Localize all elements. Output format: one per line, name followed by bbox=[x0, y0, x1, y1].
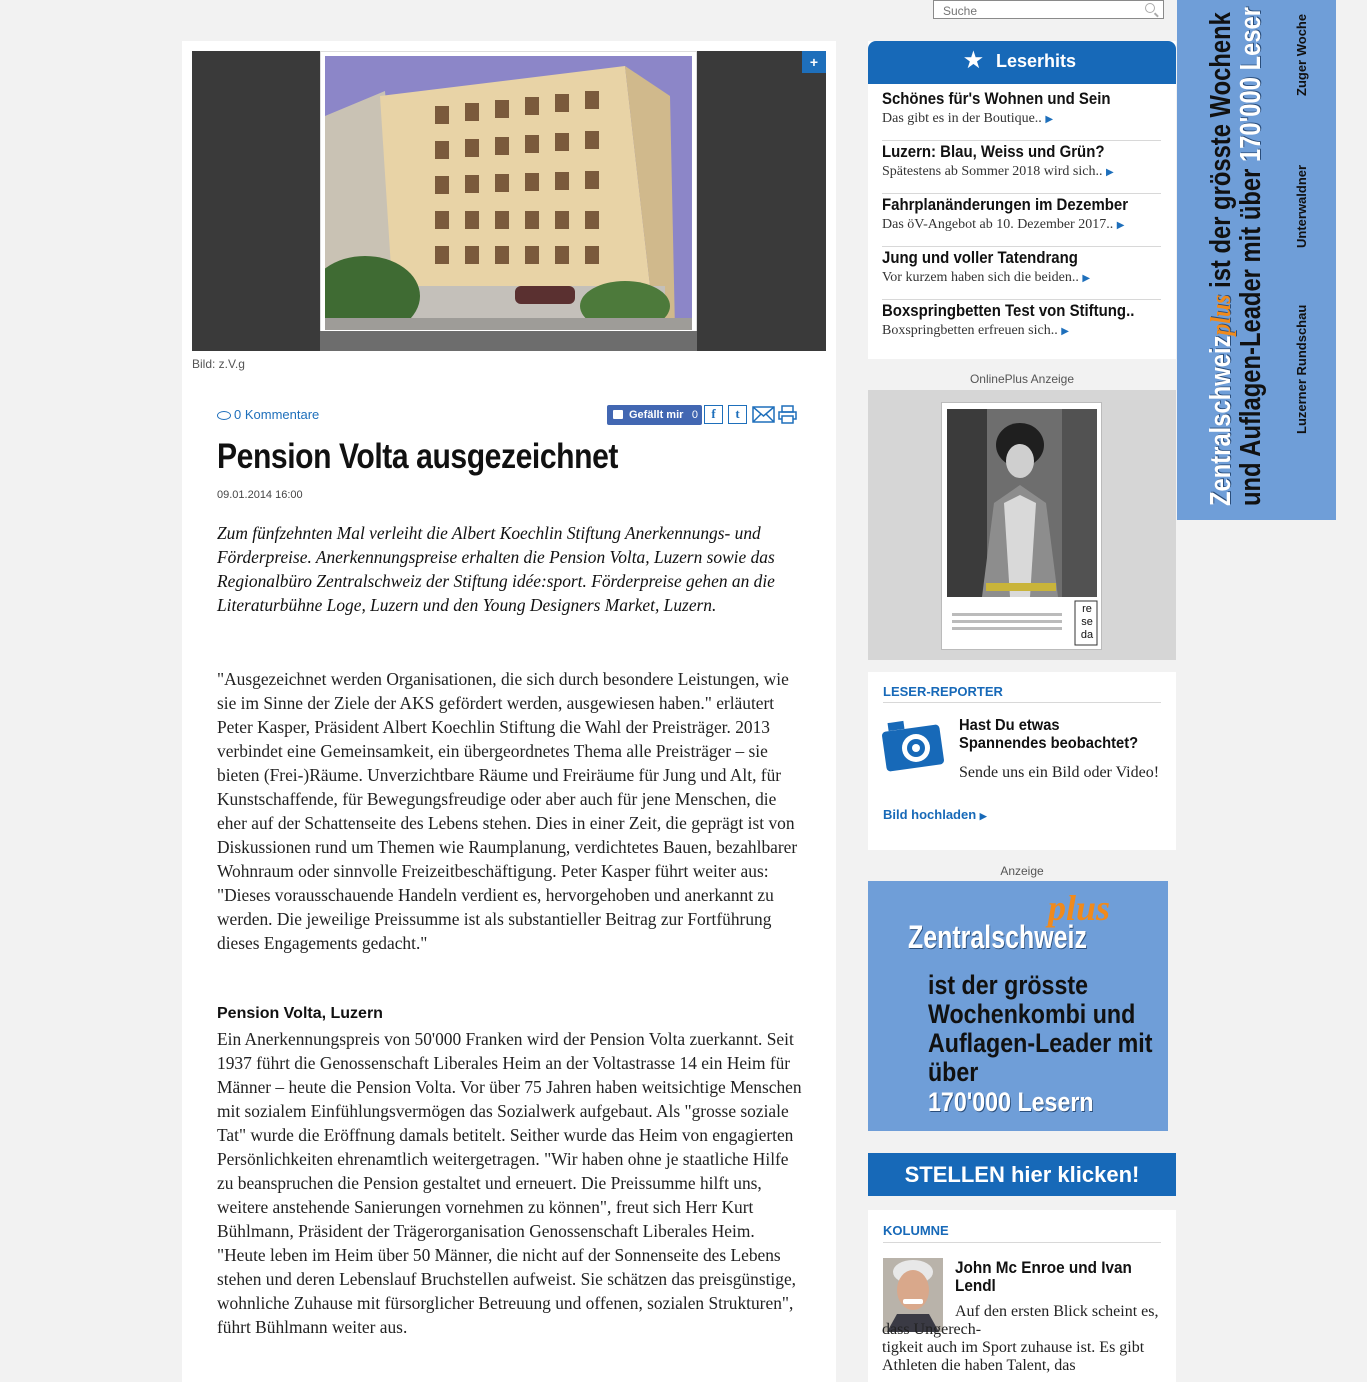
kolumne-text-a: Auf den ersten Blick scheint es, dass Ungerech- bbox=[882, 1303, 1159, 1338]
twitter-icon[interactable]: t bbox=[728, 405, 747, 424]
print-icon[interactable] bbox=[778, 405, 797, 424]
search-icon[interactable] bbox=[1145, 3, 1155, 13]
arrow-right-icon: ▶ bbox=[1116, 220, 1125, 231]
ad-plus: plus bbox=[1048, 888, 1111, 928]
ad-message: ist der grösste Wochenkombi und Auflagen-Leader mit über bbox=[928, 970, 1153, 1087]
ad-brand: Zentralschweiz bbox=[908, 919, 1087, 955]
like-count: 0 bbox=[691, 409, 698, 421]
banner-line1: ist der grösste Wochenk bbox=[1205, 12, 1237, 288]
divider bbox=[882, 140, 1161, 141]
zentralschweiz-plus-ad[interactable] bbox=[868, 881, 1168, 1131]
reporter-title: LESER-REPORTER bbox=[883, 684, 1003, 699]
comments-count: 0 Kommentare bbox=[234, 407, 320, 422]
banner-line2b: 170'000 Leser bbox=[1235, 6, 1267, 163]
ad-label: Anzeige bbox=[1000, 864, 1044, 878]
kolumne-title: KOLUMNE bbox=[883, 1223, 949, 1238]
banner-plus: plus bbox=[1205, 294, 1237, 336]
stellen-button[interactable]: STELLEN hier klicken! bbox=[868, 1153, 1176, 1196]
divider bbox=[868, 81, 1176, 84]
leserhit-item[interactable] bbox=[882, 195, 1161, 233]
comment-icon bbox=[217, 411, 231, 420]
arrow-right-icon: ▶ bbox=[1045, 114, 1054, 125]
divider bbox=[883, 1242, 1161, 1243]
arrow-right-icon: ▶ bbox=[979, 811, 987, 821]
upload-label[interactable]: Bild hochladen bbox=[883, 807, 977, 822]
thumbs-up-icon bbox=[613, 410, 623, 419]
kolumne-box bbox=[868, 1210, 1176, 1382]
kolumne-headline[interactable]: John Mc Enroe und Ivan Lendl bbox=[955, 1258, 1132, 1295]
reporter-question: Hast Du etwas Spannendes beobachtet? bbox=[959, 717, 1139, 752]
article-headline: Pension Volta ausgezeichnet bbox=[217, 437, 618, 476]
leser-reporter-box bbox=[868, 672, 1176, 850]
kolumne-text-b: tigkeit auch im Sport zuhause ist. Es gibt Athleten die haben Talent, das bbox=[882, 1339, 1145, 1374]
reseda-logo: re se da bbox=[1080, 603, 1094, 641]
banner-line2a: und Auflagen-Leader mit über bbox=[1235, 168, 1267, 506]
reporter-text: Sende uns ein Bild oder Video! bbox=[959, 764, 1160, 781]
banner-paper-unterwaldner: Unterwaldner bbox=[1294, 164, 1309, 248]
ad-number: 170'000 Lesern bbox=[928, 1087, 1094, 1117]
leserhit-item[interactable] bbox=[882, 248, 1161, 286]
image-caption: Bild: z.V.g bbox=[192, 357, 245, 371]
leserhit-teaser: Das gibt es in der Boutique.. bbox=[882, 111, 1042, 126]
article-subheading: Pension Volta, Luzern bbox=[217, 1005, 383, 1022]
search-input[interactable] bbox=[934, 1, 1143, 18]
divider bbox=[883, 702, 1161, 703]
banner-paper-rundschau: Luzerner Rundschau bbox=[1294, 304, 1309, 434]
leserhit-title[interactable]: Boxspringbetten Test von Stiftung.. bbox=[882, 301, 1135, 320]
image-strip bbox=[320, 331, 697, 351]
article-paragraph: "Ausgezeichnet werden Organisationen, die sich durch besondere Leistungen, wie sie im Sinne der Ziele der AKS gefördert werden, ausgewiesen haben." erläutert Peter Kasper, Präsident Albert Koechlin Stiftung die Wahl der Preisträger. 2013 verbindet eine Gemeinsamkeit, ein übergeordnetes Thema alle Preisträger – sie bieten (Frei-)Räume. Unverzichtbare Räume und Freiräume für Jung und Alt, für Kunstschaffende, für Bewegungsfreudige oder aber auch für jene Menschen, die eher auf der Schattenseite des Lebens stehen. Dies in einer Zeit, die geprägt ist von Diskussionen rund um Themen wie Raumplanung, verdichtetes Bauen, bezahlbarer Wohnraum oder sinnvolle Freizeitbeschäftigung. Peter Kasper führt weiter aus: "Dieses vorausschauende Handeln verdient es, hervorgehoben und anerkannt zu werden. Die jeweilige Preissumme ist als substantieller Beitrag zur Fortführung dieses Engagements gedacht." bbox=[217, 669, 798, 953]
leserhit-title[interactable]: Schönes für's Wohnen und Sein bbox=[882, 89, 1111, 108]
like-label: Gefällt mir bbox=[629, 409, 684, 421]
arrow-right-icon: ▶ bbox=[1082, 273, 1091, 284]
leserhit-item[interactable] bbox=[882, 301, 1161, 339]
leserhits-header bbox=[868, 41, 1176, 81]
article-paragraph: Ein Anerkennungspreis von 50'000 Franken wird der Pension Volta zuerkannt. Seit 1937 führt die Genossenschaft Liberales Heim an der Voltastrasse 14 ein Heim für Männer – heute die Pension Volta. Vor über 75 Jahren haben weitsichtige Menschen mit sozialem Einfühlungsvermögen das Sozialwerk aufgebaut. Als "grosse soziale Tat" wurde die Eröffnung damals betitelt. Seither wurde das Heim von engagierten Persönlichkeiten ehrenamtlich weitergetragen. "Wir haben ohne je staatliche Hilfe zu beanspruchen die Pension gestaltet und erneuert. Die Preissumme hilft uns, weitere anstehende Sanierungen vornehmen zu können", freut sich Herr Kurt Bühlmann, Präsident der Trägerorganisation Genossenschaft Liberales Heim. "Heute leben im Heim über 50 Männer, die nicht auf der Sonnenseite des Lebens stehen und deren Lebenslauf Bruchstellen aufweist. Sie schätzen das preisgünstige, wohnliche Zuhause mit fürsorglicher Betreuung und offenen, sozialen Strukturen", führt Bühlmann weiter aus. bbox=[217, 1029, 802, 1337]
leserhits-box bbox=[868, 41, 1176, 359]
leserhit-item[interactable] bbox=[882, 89, 1161, 127]
arrow-right-icon: ▶ bbox=[1061, 326, 1069, 337]
leserhit-teaser: Boxspringbetten erfreuen sich.. bbox=[882, 323, 1058, 338]
banner-paper-zugerwoche: Zuger Woche bbox=[1294, 13, 1309, 96]
kolumne-text bbox=[882, 1303, 1162, 1375]
zoom-button[interactable]: + bbox=[802, 51, 826, 73]
upload-link[interactable] bbox=[883, 807, 987, 822]
leserhit-teaser: Spätestens ab Sommer 2018 wird sich.. bbox=[882, 164, 1103, 179]
article-photo[interactable] bbox=[320, 51, 697, 335]
ad-poster[interactable] bbox=[941, 402, 1102, 650]
divider bbox=[882, 246, 1161, 247]
article-lead: Zum fünfzehnten Mal verleiht die Albert Koechlin Stiftung Anerkennungs- und Förderpreise. Anerkennungspreise erhalten die Pension Volta, Luzern sowie das Regionalbüro Zentralschweiz der Stiftung idée:sport. Förderpreise gehen an die Literaturbühne Loge, Luzern und den Young Designers Market, Luzern. bbox=[217, 523, 775, 615]
leserhit-title[interactable]: Fahrplanänderungen im Dezember bbox=[882, 195, 1129, 214]
star-icon: ★ bbox=[964, 49, 983, 72]
leserhit-title[interactable]: Luzern: Blau, Weiss und Grün? bbox=[882, 142, 1105, 161]
banner-brand: Zentralschweiz bbox=[1205, 335, 1237, 506]
leserhit-title[interactable]: Jung und voller Tatendrang bbox=[882, 248, 1078, 267]
mail-icon[interactable] bbox=[752, 405, 775, 424]
comments-link[interactable] bbox=[217, 407, 319, 422]
article-image-frame bbox=[192, 51, 826, 351]
divider bbox=[882, 299, 1161, 300]
article-column bbox=[182, 41, 836, 1382]
article-date: 09.01.2014 16:00 bbox=[217, 489, 303, 501]
facebook-like-button[interactable] bbox=[607, 405, 702, 425]
leserhit-item[interactable] bbox=[882, 142, 1161, 180]
search-box[interactable] bbox=[933, 0, 1164, 19]
divider bbox=[882, 193, 1161, 194]
onlineplus-ad[interactable] bbox=[868, 390, 1176, 660]
leserhits-title: Leserhits bbox=[996, 51, 1077, 71]
arrow-right-icon: ▶ bbox=[1105, 167, 1114, 178]
leserhit-teaser: Das öV-Angebot ab 10. Dezember 2017.. bbox=[882, 217, 1114, 232]
vertical-banner-ad[interactable] bbox=[1177, 0, 1336, 520]
ad-label: OnlinePlus Anzeige bbox=[969, 372, 1075, 386]
facebook-icon[interactable]: f bbox=[704, 405, 723, 424]
leserhit-teaser: Vor kurzem haben sich die beiden.. bbox=[882, 270, 1079, 285]
